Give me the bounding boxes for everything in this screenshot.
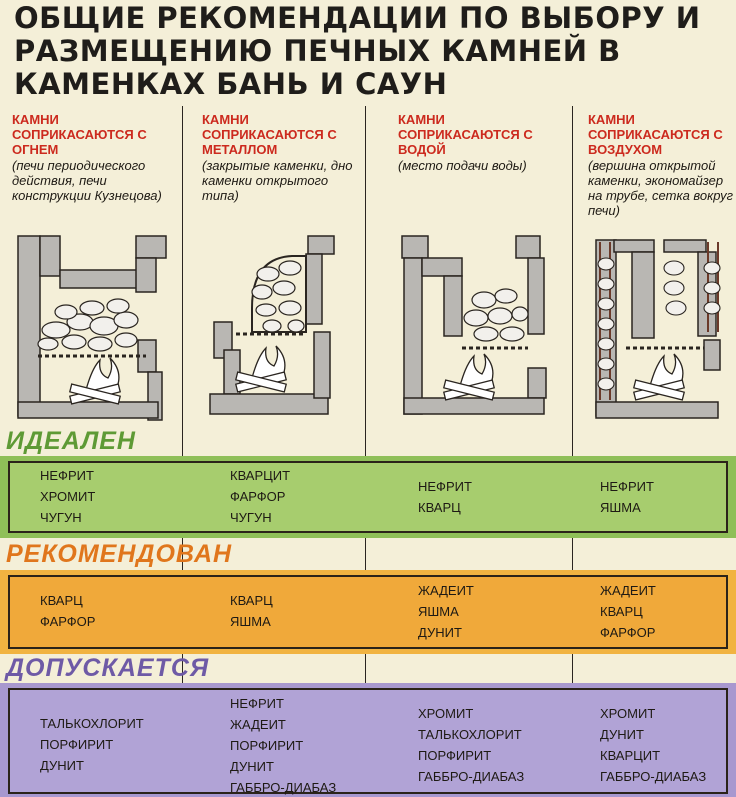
stone-item: ЯШМА: [418, 604, 459, 619]
stove-diagram-fire: [8, 222, 176, 422]
column-heading: КАМНИ СОПРИКАСАЮТСЯ С ВОДОЙ: [398, 112, 533, 157]
stone-item: НЕФРИТ: [600, 479, 654, 494]
stone-item: ЧУГУН: [40, 510, 82, 525]
column-description: (место подачи воды): [398, 158, 527, 173]
stone-item: КВАРЦ: [40, 593, 83, 608]
stone-item: ГАББРО-ДИАБАЗ: [230, 780, 337, 795]
stone-item: ПОРФИРИТ: [418, 748, 492, 763]
stone-item: ЖАДЕИТ: [418, 583, 474, 598]
stone-item: КВАРЦИТ: [230, 468, 291, 483]
stones-list: [600, 476, 654, 518]
stone-item: НЕФРИТ: [418, 479, 472, 494]
column-description: (закрытые каменки, дно каменки открытого типа): [202, 158, 353, 203]
stones-list: [230, 693, 336, 797]
stone-item: ЯШМА: [230, 614, 271, 629]
stone-item: ЧУГУН: [230, 510, 272, 525]
title-line-2: РАЗМЕЩЕНИЮ ПЕЧНЫХ КАМНЕЙ В: [14, 34, 621, 68]
column-header-fire: [12, 112, 178, 203]
stone-item: ПОРФИРИТ: [40, 737, 114, 752]
stone-item: ДУНИТ: [40, 758, 84, 773]
stone-item: ДУНИТ: [230, 759, 274, 774]
stone-item: ХРОМИТ: [600, 706, 656, 721]
stone-item: ТАЛЬКОХЛОРИТ: [40, 716, 144, 731]
column-heading: КАМНИ СОПРИКАСАЮТСЯ С МЕТАЛЛОМ: [202, 112, 337, 157]
stones-list: [40, 713, 144, 776]
column-header-air: [588, 112, 734, 218]
stones-list: [230, 465, 290, 528]
stones-list: [600, 703, 706, 787]
stone-item: ФАРФОР: [40, 614, 96, 629]
category-title-ideal: ИДЕАЛЕН: [6, 427, 136, 455]
stone-item: КВАРЦИТ: [600, 748, 661, 763]
stone-item: ДУНИТ: [600, 727, 644, 742]
stone-item: ПОРФИРИТ: [230, 738, 304, 753]
page-title: [14, 2, 724, 101]
category-title-allowed: ДОПУСКАЕТСЯ: [6, 654, 210, 682]
stones-list: [418, 580, 474, 643]
stone-item: ДУНИТ: [418, 625, 462, 640]
category-title-recommended: РЕКОМЕНДОВАН: [6, 540, 233, 568]
stone-item: ЖАДЕИТ: [230, 717, 286, 732]
stone-item: КВАРЦ: [600, 604, 643, 619]
stove-diagram-air: [586, 222, 732, 422]
stone-item: КВАРЦ: [230, 593, 273, 608]
stone-item: ФАРФОР: [600, 625, 656, 640]
column-description: (вершина открытой каменки, экономайзер на трубе, сетка вокруг печи): [588, 158, 733, 218]
stone-item: ФАРФОР: [230, 489, 286, 504]
column-header-water: [398, 112, 558, 173]
stone-item: ГАББРО-ДИАБАЗ: [418, 769, 525, 784]
stone-item: ТАЛЬКОХЛОРИТ: [418, 727, 522, 742]
column-header-metal: [202, 112, 362, 203]
column-description: (печи периодического действия, печи конструкции Кузнецова): [12, 158, 162, 203]
stove-diagram-water: [388, 222, 568, 422]
title-line-1: ОБЩИЕ РЕКОМЕНДАЦИИ ПО ВЫБОРУ И: [14, 1, 701, 35]
stove-diagram-metal: [196, 222, 364, 422]
stone-item: ГАББРО-ДИАБАЗ: [600, 769, 707, 784]
stone-item: НЕФРИТ: [230, 696, 284, 711]
stones-list: [230, 590, 273, 632]
title-line-3: КАМЕНКАХ БАНЬ И САУН: [14, 67, 448, 101]
stone-item: ХРОМИТ: [418, 706, 474, 721]
stone-item: ЖАДЕИТ: [600, 583, 656, 598]
stones-list: [600, 580, 656, 643]
column-heading: КАМНИ СОПРИКАСАЮТСЯ С ОГНЕМ: [12, 112, 147, 157]
stone-item: НЕФРИТ: [40, 468, 94, 483]
stone-item: ХРОМИТ: [40, 489, 96, 504]
stone-item: КВАРЦ: [418, 500, 461, 515]
stones-list: [40, 590, 95, 632]
column-heading: КАМНИ СОПРИКАСАЮТСЯ С ВОЗДУХОМ: [588, 112, 723, 157]
stones-list: [418, 476, 472, 518]
stones-list: [40, 465, 95, 528]
stones-list: [418, 703, 524, 787]
stone-item: ЯШМА: [600, 500, 641, 515]
